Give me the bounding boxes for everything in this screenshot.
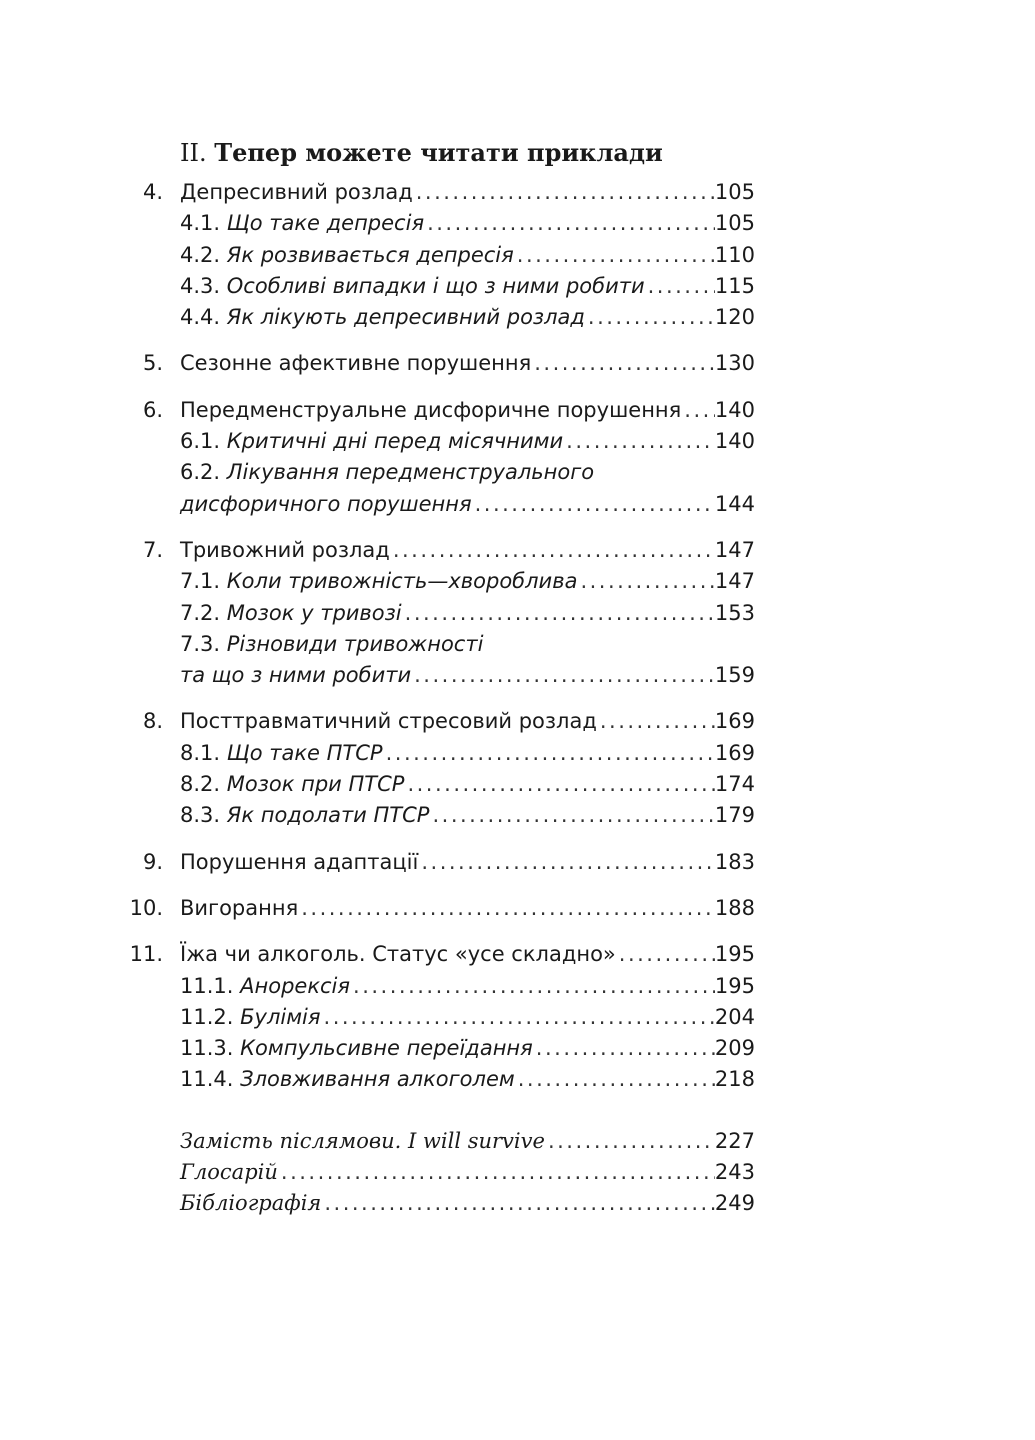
toc-entry xyxy=(180,847,755,878)
subsection-title: Коли тривожність—хвороблива xyxy=(226,569,578,594)
chapter-row xyxy=(0,939,1035,970)
entry-title: Посттравматичний стресовий розлад xyxy=(180,709,597,734)
entry-title xyxy=(180,426,563,457)
subsection-title: Різновиди тривожності xyxy=(226,631,484,656)
dot-leader xyxy=(424,208,715,239)
subsection-row-continued xyxy=(0,489,1035,520)
toc-entry xyxy=(180,598,755,629)
entry-title: Їжа чи алкоголь. Статус «усе складно» xyxy=(180,942,616,967)
entry-title xyxy=(180,1033,533,1064)
subsection-title: Мозок при ПТСР xyxy=(226,772,405,797)
page-number: 169 xyxy=(714,709,755,734)
part-numeral: II. xyxy=(180,139,207,167)
subsection-number: 4.2. xyxy=(180,242,221,267)
entry-title: Передменструальне дисфоричне порушення xyxy=(180,397,682,422)
toc-entry xyxy=(180,208,755,239)
chapter-section xyxy=(0,177,1035,333)
toc-entry xyxy=(180,1126,755,1157)
entry-title xyxy=(180,302,585,333)
subsection-title: Як розвивається депресія xyxy=(226,242,514,267)
entry-title: Замість післямови. I will survive xyxy=(180,1128,545,1153)
toc-entry xyxy=(180,769,755,800)
subsection-row xyxy=(0,566,1035,597)
toc-entry xyxy=(180,939,755,970)
dot-leader xyxy=(563,426,715,457)
page-number: 105 xyxy=(714,211,755,236)
subsection-row xyxy=(0,1033,1035,1064)
subsection-title: Що таке ПТСР xyxy=(226,740,383,765)
entry-title xyxy=(180,208,424,239)
subsection-row xyxy=(0,971,1035,1002)
subsection-title: Що таке депресія xyxy=(226,211,425,236)
subsection-row xyxy=(0,208,1035,239)
chapter-section xyxy=(0,847,1035,878)
entry-title xyxy=(180,240,514,271)
toc-entry xyxy=(180,302,755,333)
dot-leader xyxy=(390,535,715,566)
subsection-number: 8.1. xyxy=(180,740,221,765)
dot-leader xyxy=(278,1157,715,1188)
part-heading xyxy=(180,138,663,167)
subsection-title: Булімія xyxy=(240,1004,321,1029)
page-number: 188 xyxy=(714,895,755,920)
toc-entry xyxy=(180,271,755,302)
toc-entry xyxy=(180,240,755,271)
toc-entry xyxy=(180,800,755,831)
chapter-number: 9. xyxy=(142,849,163,874)
chapter-section xyxy=(0,395,1035,520)
chapter-number: 5. xyxy=(142,351,163,376)
subsection-number: 6.1. xyxy=(180,429,221,454)
subsection-row-continued xyxy=(0,660,1035,691)
toc-entry xyxy=(180,706,755,737)
chapter-number: 8. xyxy=(142,709,163,734)
dot-leader xyxy=(298,893,715,924)
dot-leader xyxy=(429,800,714,831)
toc-entry xyxy=(180,1064,755,1095)
subsection-row xyxy=(0,629,1035,660)
subsection-number: 6.2. xyxy=(180,460,221,485)
chapter-number: 10. xyxy=(129,895,163,920)
dot-leader xyxy=(616,939,715,970)
page-number: 130 xyxy=(714,351,755,376)
toc-entry xyxy=(180,566,755,597)
page-number: 204 xyxy=(714,1004,755,1029)
subsection-row xyxy=(0,800,1035,831)
subsection-row xyxy=(0,598,1035,629)
toc-entry xyxy=(180,426,755,457)
page-number: 179 xyxy=(714,803,755,828)
entry-title: Сезонне афективне порушення xyxy=(180,351,532,376)
page-number: 227 xyxy=(714,1128,755,1153)
chapter-row xyxy=(0,847,1035,878)
page-number: 140 xyxy=(714,397,755,422)
chapter-number: 4. xyxy=(142,180,163,204)
entry-title: дисфоричного порушення xyxy=(180,491,472,516)
entry-title xyxy=(180,271,645,302)
entry-title xyxy=(180,566,577,597)
dot-leader xyxy=(531,348,715,379)
toc-entry xyxy=(180,177,755,208)
subsection-title: Мозок у тривозі xyxy=(226,600,402,625)
subsection-title: Особливі випадки і що з ними робити xyxy=(226,273,645,298)
chapter-row xyxy=(0,395,1035,426)
back-matter-row xyxy=(0,1188,1035,1219)
back-matter-row xyxy=(0,1126,1035,1157)
page-number: 169 xyxy=(714,740,755,765)
subsection-row xyxy=(0,457,1035,488)
subsection-number: 11.3. xyxy=(180,1036,234,1061)
toc-list xyxy=(0,177,1035,1235)
subsection-row xyxy=(0,240,1035,271)
entry-title xyxy=(180,800,429,831)
page-number: 249 xyxy=(714,1191,755,1216)
toc-entry xyxy=(180,1157,755,1188)
subsection-title: Зловживання алкоголем xyxy=(240,1067,515,1092)
dot-leader xyxy=(681,395,715,426)
dot-leader xyxy=(577,566,714,597)
entry-title: Порушення адаптації xyxy=(180,849,419,874)
toc-entry xyxy=(180,1002,755,1033)
chapter-row xyxy=(0,348,1035,379)
entry-title: Тривожний розлад xyxy=(180,537,390,562)
entry-title-line1 xyxy=(180,629,483,660)
subsection-number: 11.2. xyxy=(180,1004,234,1029)
chapter-number: 11. xyxy=(129,942,163,967)
chapter-section xyxy=(0,706,1035,831)
page-number: 174 xyxy=(714,772,755,797)
subsection-number: 8.2. xyxy=(180,772,221,797)
chapter-section xyxy=(0,535,1035,691)
subsection-number: 11.4. xyxy=(180,1067,234,1092)
subsection-number: 8.3. xyxy=(180,803,221,828)
back-matter-section xyxy=(0,1126,1035,1220)
chapter-row xyxy=(0,893,1035,924)
subsection-title: Анорексія xyxy=(240,973,351,998)
toc-entry xyxy=(180,660,755,691)
subsection-row xyxy=(0,1002,1035,1033)
part-title: Тепер можете читати приклади xyxy=(214,138,663,167)
dot-leader xyxy=(402,598,715,629)
subsection-number: 4.1. xyxy=(180,211,221,236)
toc-entry xyxy=(180,535,755,566)
toc-entry xyxy=(180,489,755,520)
subsection-number: 7.2. xyxy=(180,600,221,625)
entry-title: Депресивний розлад xyxy=(180,180,413,204)
page-number: 243 xyxy=(714,1160,755,1185)
entry-title xyxy=(180,738,383,769)
entry-title xyxy=(180,598,402,629)
chapter-section xyxy=(0,348,1035,379)
subsection-number: 7.1. xyxy=(180,569,221,594)
subsection-number: 4.4. xyxy=(180,305,221,330)
toc-entry xyxy=(180,1188,755,1219)
page-number: 147 xyxy=(714,537,755,562)
subsection-title: Як подолати ПТСР xyxy=(226,803,430,828)
page-number: 218 xyxy=(714,1067,755,1092)
dot-leader xyxy=(585,302,715,333)
subsection-row xyxy=(0,426,1035,457)
dot-leader xyxy=(515,1064,715,1095)
page-number: 147 xyxy=(714,569,755,594)
entry-title xyxy=(180,769,404,800)
entry-title: Вигорання xyxy=(180,895,299,920)
page-number: 110 xyxy=(714,242,755,267)
page-number: 153 xyxy=(714,600,755,625)
subsection-row xyxy=(0,1064,1035,1095)
dot-leader xyxy=(404,769,714,800)
subsection-row xyxy=(0,271,1035,302)
page-number: 183 xyxy=(714,849,755,874)
entry-title xyxy=(180,971,350,1002)
subsection-number: 4.3. xyxy=(180,273,221,298)
entry-title: та що з ними робити xyxy=(180,663,412,688)
dot-leader xyxy=(321,1188,715,1219)
dot-leader xyxy=(533,1033,715,1064)
page-number: 115 xyxy=(714,273,755,298)
subsection-row xyxy=(0,738,1035,769)
toc-entry xyxy=(180,348,755,379)
page-number: 140 xyxy=(714,429,755,454)
page-number: 195 xyxy=(714,942,755,967)
dot-leader xyxy=(597,706,715,737)
dot-leader xyxy=(411,660,715,691)
subsection-number: 7.3. xyxy=(180,631,221,656)
subsection-row xyxy=(0,302,1035,333)
dot-leader xyxy=(321,1002,715,1033)
toc-entry xyxy=(180,971,755,1002)
toc-entry xyxy=(180,893,755,924)
page-number: 120 xyxy=(714,305,755,330)
back-matter-row xyxy=(0,1157,1035,1188)
dot-leader xyxy=(350,971,715,1002)
entry-title xyxy=(180,1002,321,1033)
chapter-section xyxy=(0,939,1035,1095)
subsection-title: Як лікують депресивний розлад xyxy=(226,305,585,330)
toc-entry xyxy=(180,629,755,660)
chapter-row xyxy=(0,177,1035,208)
subsection-title: Компульсивне переїдання xyxy=(240,1036,533,1061)
dot-leader xyxy=(418,847,715,878)
dot-leader xyxy=(413,177,715,208)
subsection-title: Критичні дні перед місячними xyxy=(226,429,564,454)
chapter-row xyxy=(0,535,1035,566)
toc-entry xyxy=(180,738,755,769)
entry-title: Глосарій xyxy=(180,1160,278,1185)
toc-entry xyxy=(180,457,755,488)
dot-leader xyxy=(472,489,715,520)
entry-title xyxy=(180,1064,515,1095)
page-number: 209 xyxy=(714,1036,755,1061)
toc-entry xyxy=(180,1033,755,1064)
page-number: 159 xyxy=(714,663,755,688)
subsection-number: 11.1. xyxy=(180,973,234,998)
dot-leader xyxy=(383,738,715,769)
chapter-number: 6. xyxy=(142,397,163,422)
chapter-number: 7. xyxy=(142,537,163,562)
dot-leader xyxy=(645,271,715,302)
page-number: 144 xyxy=(714,491,755,516)
dot-leader xyxy=(514,240,715,271)
chapter-section xyxy=(0,893,1035,924)
page-number: 195 xyxy=(714,973,755,998)
dot-leader xyxy=(545,1126,715,1157)
subsection-title: Лікування передменструального xyxy=(226,460,595,485)
page-number: 105 xyxy=(714,180,755,204)
entry-title-line1 xyxy=(180,457,594,488)
toc-entry xyxy=(180,395,755,426)
entry-title: Бібліографія xyxy=(180,1191,322,1216)
subsection-row xyxy=(0,769,1035,800)
chapter-row xyxy=(0,706,1035,737)
